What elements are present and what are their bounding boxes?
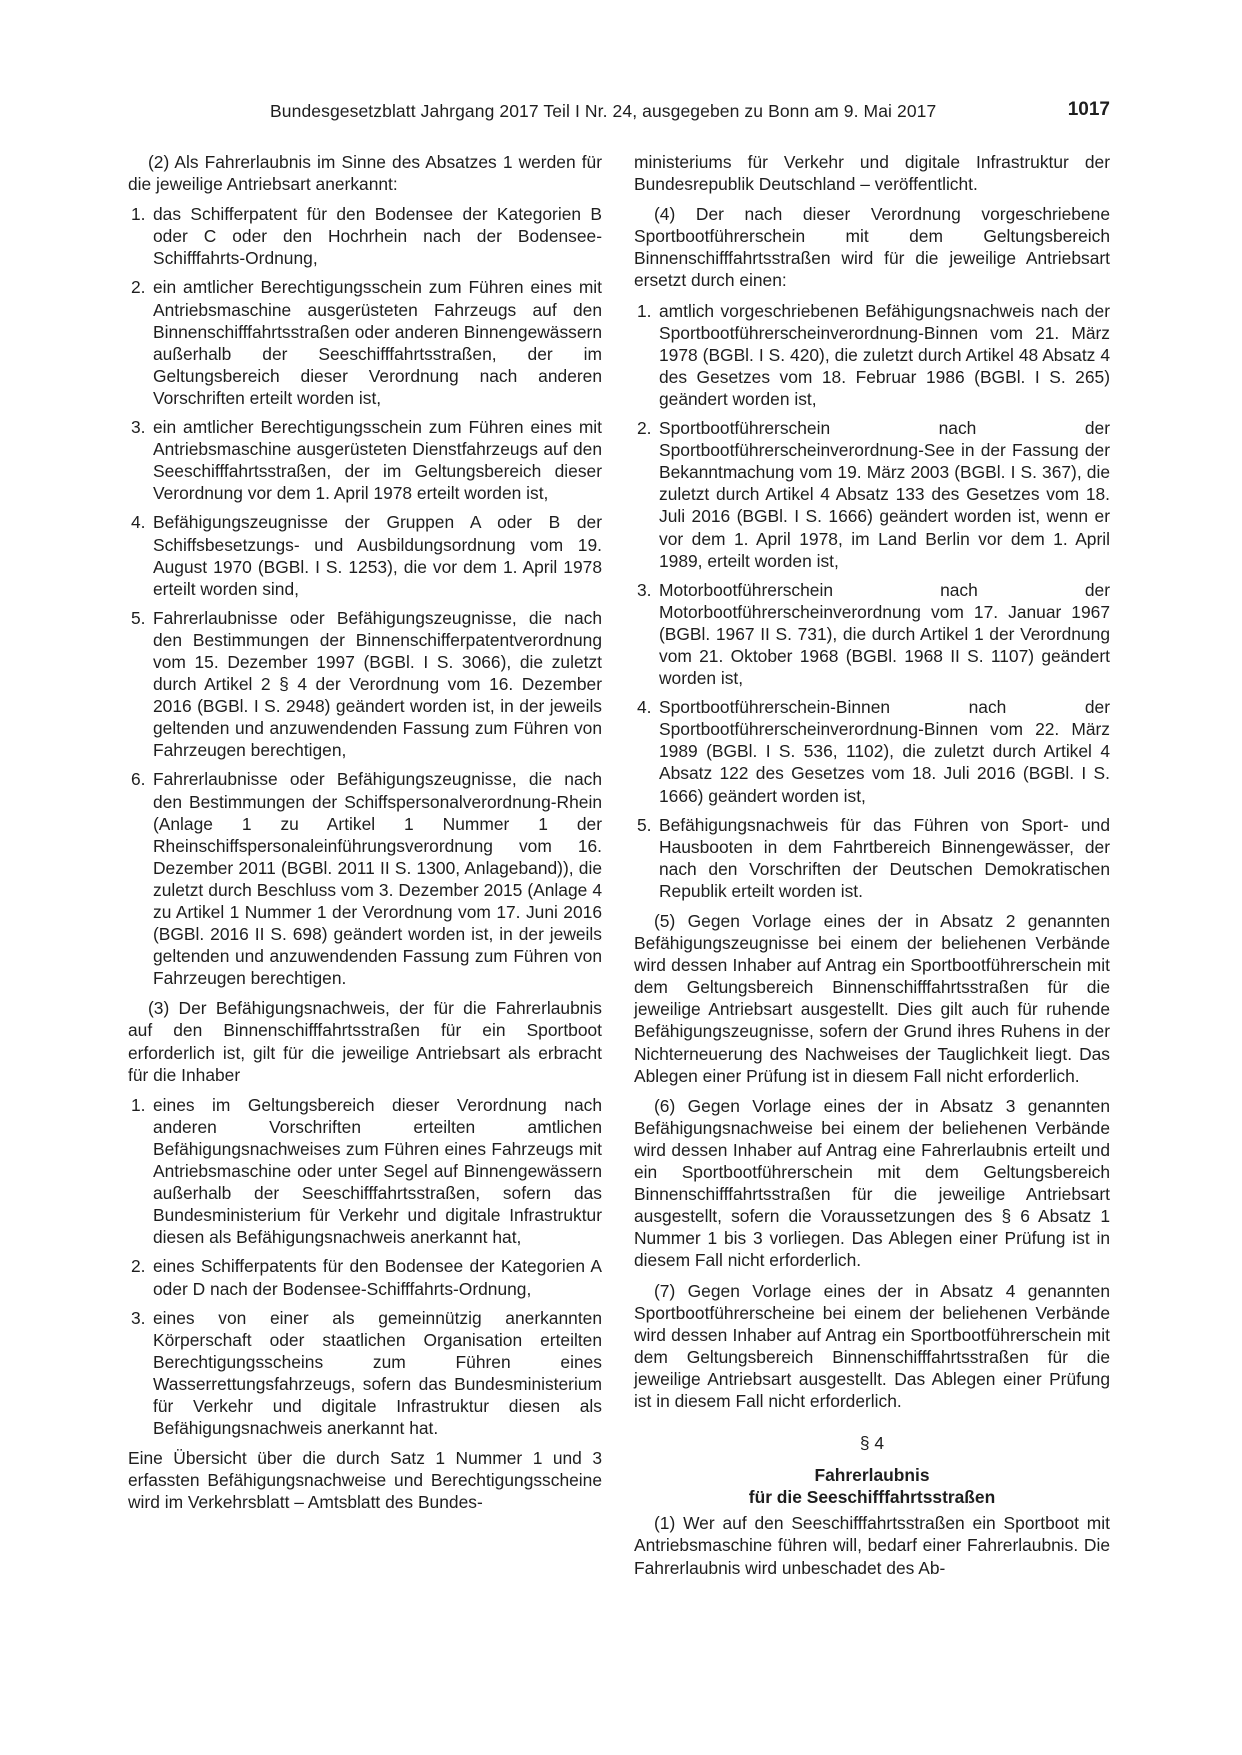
section-title [634, 1464, 1110, 1508]
item-number: 2. [131, 1256, 146, 1277]
item-number: 2. [637, 418, 652, 439]
section-number: § 4 [859, 1433, 885, 1454]
list-item [128, 276, 602, 409]
list-item [634, 696, 1110, 806]
paragraph-3: (3) Der Befähigungsnachweis, der für die Fahrerlaubnis auf den Binnenschifffahrtsstraßen für ein Sportboot erforderlich ist, gilt für die jeweilige Antriebsart als erbracht für die Inhaber [128, 998, 602, 1085]
item-text: Fahrerlaubnisse oder Befähigungszeugnisse, die nach den Bestimmungen der Schiffspersonalverordnung-Rhein (Anlage 1 zu Artikel 1 Nummer 1 der Rheinschiffspersonaleinführungsverordnung vom 16. Dezember 2011 (BGBl. 2011 II S. 1300, Anlageband)), die zuletzt durch Beschluss vom 3. Dezember 2015 (Anlage 4 zu Artikel 1 Nummer 1 der Verordnung vom 17. Juni 2016 (BGBl. 2016 II S. 698) geändert worden ist, in der jeweils geltenden und anzuwendenden Fassung zum Führen von Fahrzeugen berechtigen. [153, 769, 602, 989]
list-item [634, 300, 1110, 410]
section-4-paragraph-1: (1) Wer auf den Seeschifffahrtsstraßen ein Sportboot mit Antriebsmaschine führen will, bedarf einer Fahrerlaubnis. Die Fahrerlaubnis wird unbeschadet des Ab- [634, 1513, 1110, 1578]
item-text: Sportbootführerschein-Binnen nach der Sportbootführerscheinverordnung-Binnen vom 22. März 1989 (BGBl. I S. 536, 1102), die zuletzt durch Artikel 4 Absatz 122 des Gesetzes vom 18. Juli 2016 (BGBl. I S. 1666) geändert worden ist, [659, 697, 1110, 806]
item-number: 3. [131, 417, 146, 438]
item-text: Befähigungszeugnisse der Gruppen A oder B der Schiffsbesetzungs- und Ausbildungsordnung vom 19. August 1970 (BGBl. I S. 1253), die vor dem 1. April 1978 erteilt worden sind, [153, 512, 602, 599]
list-item [128, 1255, 602, 1299]
item-text: amtlich vorgeschriebenen Befähigungsnachweis nach der Sportbootführerscheinverordnung-Binnen vom 21. März 1978 (BGBl. I S. 420), die zuletzt durch Artikel 48 Absatz 4 des Gesetzes vom 18. Februar 1986 (BGBl. I S. 265) geändert worden ist, [659, 300, 1110, 409]
paragraph-7: (7) Gegen Vorlage eines der in Absatz 4 genannten Sportbootführerscheine bei einem der beliehenen Verbände wird dessen Inhaber auf Antrag ein Sportbootführerschein mit dem Geltungsbereich Binnenschifffahrtsstraßen für die jeweilige Antriebsart ausgestellt. Das Ablegen einer Prüfung ist in diesem Fall nicht erforderlich. [634, 1280, 1110, 1411]
item-text: eines Schifferpatents für den Bodensee der Kategorien A oder D nach der Bodensee-Schifffahrts-Ordnung, [153, 1256, 602, 1299]
paragraph-2-list [128, 203, 602, 989]
list-item [128, 203, 602, 269]
item-number: 1. [131, 204, 146, 225]
item-text: Motorbootführerschein nach der Motorbootführerscheinverordnung vom 17. Januar 1967 (BGBl. 1967 II S. 731), die durch Artikel 1 der Verordnung vom 21. Oktober 1968 (BGBl. 1968 II S. 1107) geändert worden ist, [659, 579, 1110, 689]
list-item [128, 1307, 602, 1440]
list-item [128, 768, 602, 989]
paragraph-4-list [634, 300, 1110, 902]
paragraph-4: (4) Der nach dieser Verordnung vorgeschriebene Sportbootführerschein mit dem Geltungsbereich Binnenschifffahrtsstraßen wird für die jeweilige Antriebsart ersetzt durch einen: [634, 204, 1110, 291]
section-title-line-1: Fahrerlaubnis [814, 1465, 930, 1486]
paragraph-3-tail-continued: ministeriums für Verkehr und digitale Infrastruktur der Bundesrepublik Deutschland – veröffentlicht. [634, 152, 1110, 195]
list-item [128, 1094, 602, 1249]
list-item [634, 814, 1110, 902]
section-title-line-2: für die Seeschifffahrtsstraßen [748, 1487, 996, 1508]
item-number: 4. [131, 512, 146, 533]
list-item [128, 511, 602, 599]
page-number: 1017 [1067, 99, 1110, 120]
item-number: 2. [131, 277, 146, 298]
item-text: das Schifferpatent für den Bodensee der Kategorien B oder C oder den Hochrhein nach der Bodensee-Schifffahrts-Ordnung, [153, 204, 602, 269]
paragraph-5: (5) Gegen Vorlage eines der in Absatz 2 genannten Befähigungszeugnisse bei einem der beliehenen Verbände wird dessen Inhaber auf Antrag ein Sportbootführerschein mit dem Geltungsbereich Binnenschifffahrtsstraßen für die jeweilige Antriebsart ausgestellt. Dies gilt auch für ruhende Befähigungszeugnisse, sofern der Grund ihres Ruhens in der Nichterneuerung des Nachweises der Tauglichkeit liegt. Das Ablegen einer Prüfung ist in diesem Fall nicht erforderlich. [634, 911, 1110, 1086]
item-text: eines von einer als gemeinnützig anerkannten Körperschaft oder staatlichen Organisation erteilten Berechtigungsscheins zum Führen eines Wasserrettungsfahrzeugs, sofern das Bundesministerium für Verkehr und digitale Infrastruktur diesen als Befähigungsnachweis anerkannt hat. [153, 1307, 602, 1439]
item-text: ein amtlicher Berechtigungsschein zum Führen eines mit Antriebsmaschine ausgerüsteten Dienstfahrzeugs auf den Seeschifffahrtsstraßen, der im Geltungsbereich dieser Verordnung vor dem 1. April 1978 erteilt worden ist, [153, 417, 602, 504]
list-item [634, 417, 1110, 572]
item-number: 5. [637, 814, 652, 835]
item-number: 5. [131, 607, 146, 628]
page-header [128, 101, 1110, 129]
paragraph-3-list [128, 1094, 602, 1439]
paragraph-3-tail: Eine Übersicht über die durch Satz 1 Nummer 1 und 3 erfassten Befähigungsnachweise und Berechtigungsscheine wird im Verkehrsblatt – Amtsblatt des Bundes- [128, 1448, 602, 1513]
paragraph-2: (2) Als Fahrerlaubnis im Sinne des Absatzes 1 werden für die jeweilige Antriebsart anerkannt: [128, 152, 602, 195]
item-number: 1. [131, 1094, 146, 1115]
item-text: ein amtlicher Berechtigungsschein zum Führen eines mit Antriebsmaschine ausgerüsteten Fahrzeugs auf den Binnenschifffahrtsstraßen oder anderen Binnengewässern außerhalb der Seeschifffahrtsstraßen, der im Geltungsbereich dieser Verordnung nach anderen Vorschriften erteilt worden ist, [153, 277, 602, 408]
paragraph-6: (6) Gegen Vorlage eines der in Absatz 3 genannten Befähigungsnachweise bei einem der beliehenen Verbände wird dessen Inhaber auf Antrag eine Fahrerlaubnis erteilt und ein Sportbootführerschein mit dem Geltungsbereich Binnenschifffahrtsstraßen für die jeweilige Antriebsart ausgestellt, sofern die Voraussetzungen des § 6 Absatz 1 Nummer 1 bis 3 vorliegen. Das Ablegen einer Prüfung ist in diesem Fall nicht erforderlich. [634, 1095, 1110, 1271]
item-number: 4. [637, 697, 652, 718]
list-item [634, 579, 1110, 689]
list-item [128, 416, 602, 504]
right-column [634, 151, 1110, 1587]
item-number: 1. [637, 300, 652, 321]
list-item [128, 607, 602, 762]
item-text: Sportbootführerschein nach der Sportbootführerscheinverordnung-See in der Fassung der Bekanntmachung vom 19. März 2003 (BGBl. I S. 367), die zuletzt durch Artikel 4 Absatz 133 des Gesetzes vom 18. Juli 2016 (BGBl. I S. 1666) geändert worden ist, wenn er vor dem 1. April 1978, im Land Berlin vor dem 1. April 1989, erteilt worden ist, [659, 418, 1110, 571]
item-number: 6. [131, 769, 146, 790]
item-text: Befähigungsnachweis für das Führen von Sport- und Hausbooten in dem Fahrtbereich Binnengewässer, der nach den Vorschriften der Deutschen Demokratischen Republik erteilt worden ist. [659, 814, 1110, 901]
item-number: 3. [131, 1307, 146, 1328]
item-text: eines im Geltungsbereich dieser Verordnung nach anderen Vorschriften erteilten amtlichen Befähigungsnachweises zum Führen eines Fahrzeugs mit Antriebsmaschine oder unter Segel auf Binnengewässern außerhalb der Seeschifffahrtsstraßen, sofern das Bundesministerium für Verkehr und digitale Infrastruktur diesen als Befähigungsnachweis anerkannt hat, [153, 1094, 602, 1248]
running-title: Bundesgesetzblatt Jahrgang 2017 Teil I Nr. 24, ausgegeben zu Bonn am 9. Mai 2017 [270, 101, 937, 121]
item-text: Fahrerlaubnisse oder Befähigungszeugnisse, die nach den Bestimmungen der Binnenschifferpatentverordnung vom 15. Dezember 1997 (BGBl. I S. 3066), die zuletzt durch Artikel 2 § 4 der Verordnung vom 16. Dezember 2016 (BGBl. I S. 2948) geändert worden ist, in der jeweils geltenden und anzuwendenden Fassung zum Führen von Fahrzeugen berechtigen, [153, 607, 602, 761]
item-number: 3. [637, 579, 652, 600]
left-column [128, 151, 602, 1521]
